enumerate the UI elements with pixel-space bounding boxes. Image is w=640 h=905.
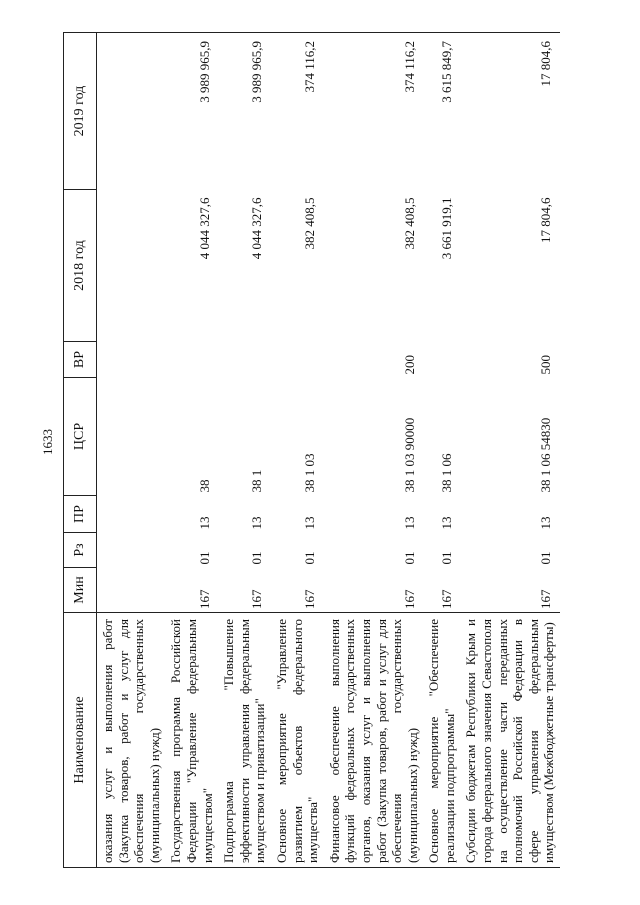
row-pr — [97, 496, 166, 533]
row-rz: 01 — [438, 551, 454, 565]
row-csr: 38 1 — [249, 469, 265, 493]
row-min: 167 — [196, 589, 212, 609]
row-2019 — [97, 33, 166, 190]
header-pr: ПР — [64, 496, 97, 533]
row-min: 167 — [302, 589, 318, 609]
table-row — [460, 33, 560, 868]
row-csr: 38 1 06 — [438, 453, 454, 493]
row-pr: 13 — [438, 516, 454, 530]
row-name: Основное мероприятие "Управление развитием объектов федерального имущества" — [271, 613, 324, 868]
row-name: Основное мероприятие "Обеспечение реализации подпрограммы" — [423, 613, 460, 868]
budget-table — [63, 32, 560, 868]
row-2019: 3 615 849,7 — [423, 33, 460, 190]
row-csr: 38 1 03 — [302, 453, 318, 493]
row-pr: 13 — [302, 516, 318, 530]
row-csr — [97, 378, 166, 496]
row-pr: 13 — [538, 516, 554, 530]
table-row — [97, 33, 166, 868]
table-row — [423, 33, 460, 868]
row-2018 — [97, 190, 166, 342]
row-vr — [423, 342, 460, 378]
page-number: 1633 — [40, 429, 55, 455]
row-min: 167 — [438, 589, 454, 609]
row-2019: 374 116,2 — [324, 33, 424, 190]
row-vr: 500 — [538, 355, 554, 375]
row-name: Финансовое обеспечение выполнения функций федеральных государственных органов, оказания услуг и выполнения работ (Закупка товаров, работ и услуг для обеспечения государственных (муниципальных) нужд) — [324, 613, 424, 868]
row-name: Государственная программа Российской Федерации "Управление федеральным имуществом" — [165, 613, 218, 868]
row-pr: 13 — [401, 516, 417, 530]
row-min — [97, 568, 166, 613]
row-csr: 38 1 06 54830 — [538, 417, 554, 493]
row-csr: 38 — [196, 479, 212, 493]
row-2018: 4 044 327,6 — [249, 197, 265, 260]
row-rz — [97, 533, 166, 568]
row-name: Субсидии бюджетам Республики Крым и города федерального значения Севастополя на осуществление части переданных полномочий Российской Федерации в сфере управления федеральным имуществом (Межбюджетные трансферты) — [460, 613, 560, 868]
row-2018: 17 804,6 — [538, 197, 554, 243]
header-2018: 2018 год — [64, 190, 97, 342]
row-vr: 200 — [401, 355, 417, 375]
row-2018: 3 661 919,1 — [438, 197, 454, 260]
header-min: Мин — [64, 568, 97, 613]
header-rz: Рз — [64, 533, 97, 568]
row-vr — [97, 342, 166, 378]
row-rz: 01 — [249, 551, 265, 565]
table-header-row — [64, 33, 97, 868]
row-name: оказания услуг и выполнения работ (Закупка товаров, работ и услуг для обеспечения государственных (муниципальных) нужд) — [97, 613, 166, 868]
row-min: 167 — [249, 589, 265, 609]
rotated-table-container — [63, 33, 590, 868]
row-2018: 382 408,5 — [302, 197, 318, 250]
row-rz: 01 — [401, 551, 417, 565]
row-2019: 3 989 965,9 — [165, 33, 218, 190]
row-rz: 01 — [196, 551, 212, 565]
row-csr: 38 1 03 90000 — [401, 417, 417, 493]
row-min: 167 — [401, 589, 417, 609]
header-csr: ЦСР — [64, 378, 97, 496]
table-row — [165, 33, 218, 868]
row-2019: 17 804,6 — [460, 33, 560, 190]
row-2019: 3 989 965,9 — [218, 33, 271, 190]
table-row — [271, 33, 324, 868]
row-2018: 4 044 327,6 — [196, 197, 212, 260]
row-rz: 01 — [538, 551, 554, 565]
row-vr — [165, 342, 218, 378]
row-pr: 13 — [249, 516, 265, 530]
row-name: Подпрограмма "Повышение эффективности управления федеральным имуществом и приватизации" — [218, 613, 271, 868]
row-pr: 13 — [196, 516, 212, 530]
header-name: Наименование — [64, 613, 97, 868]
row-vr — [271, 342, 324, 378]
header-vr: ВР — [64, 342, 97, 378]
row-2018: 382 408,5 — [401, 197, 417, 250]
header-2019: 2019 год — [64, 33, 97, 190]
table-row — [218, 33, 271, 868]
table-row — [324, 33, 424, 868]
row-rz: 01 — [302, 551, 318, 565]
row-vr — [218, 342, 271, 378]
row-min: 167 — [538, 589, 554, 609]
row-2019: 374 116,2 — [271, 33, 324, 190]
